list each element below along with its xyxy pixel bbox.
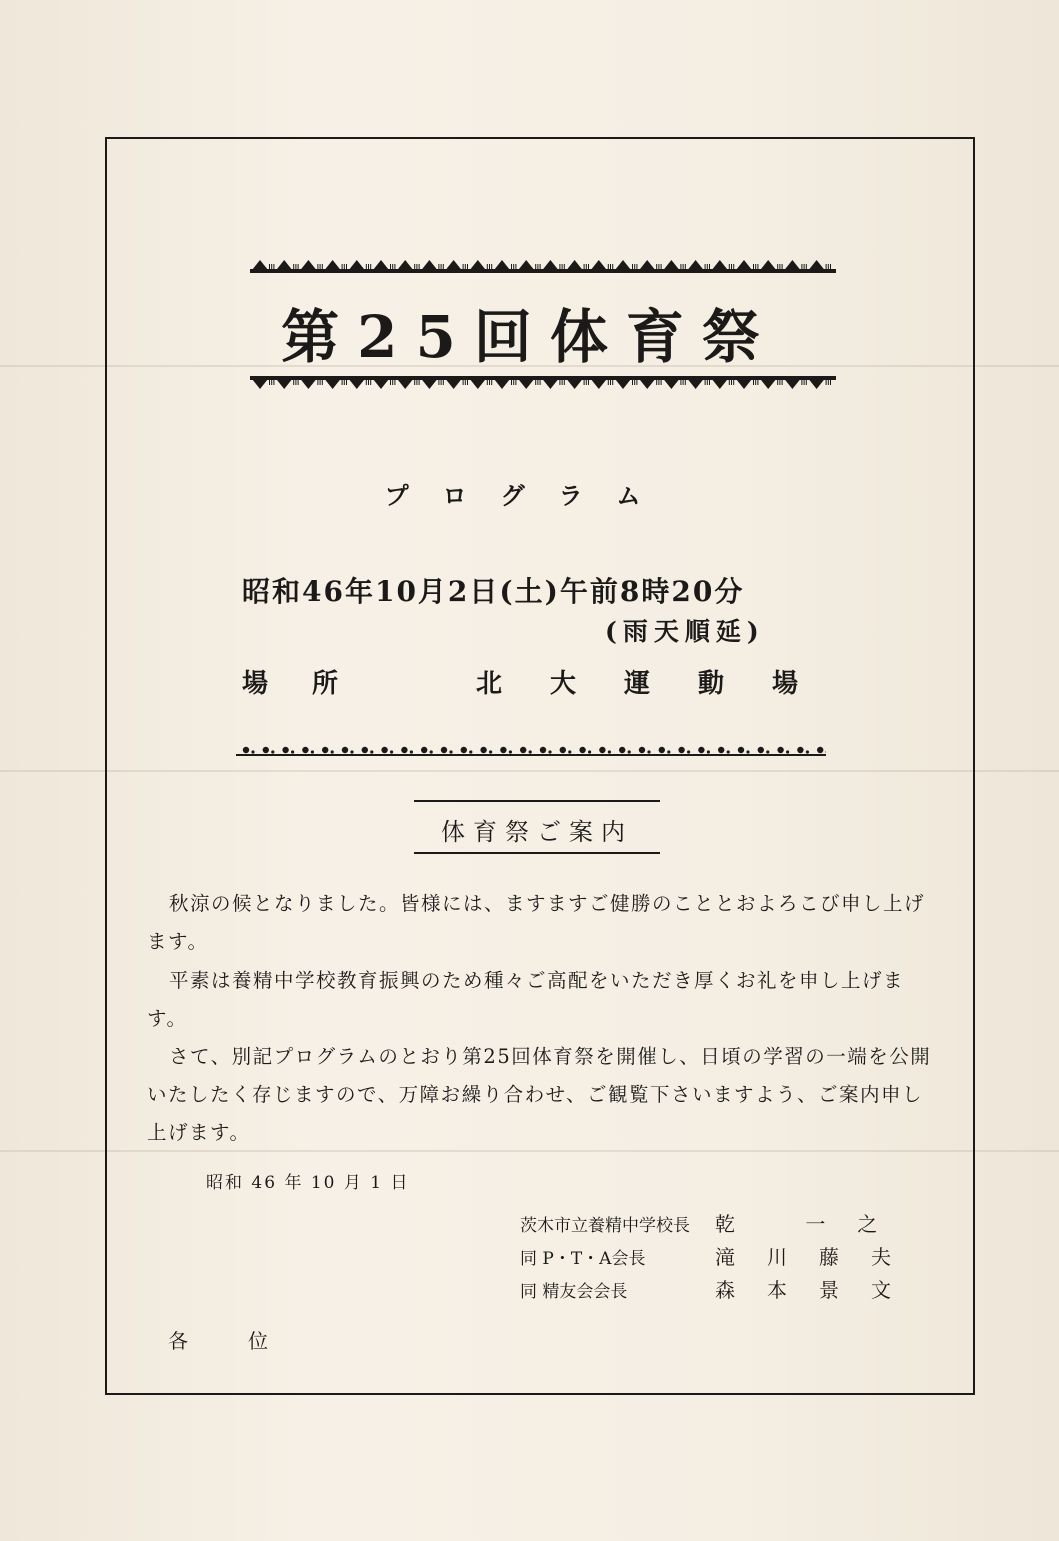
ornament-flower [560, 747, 566, 753]
ornament-triangle [349, 260, 365, 270]
signatory-name: 乾 一之 [715, 1212, 910, 1236]
ornament-flower [817, 747, 823, 753]
flower-divider [236, 744, 826, 758]
ornament-flower [322, 747, 328, 753]
ornament-triangle [252, 260, 268, 270]
ornament-triangle [736, 379, 752, 389]
ornament-triangle [809, 260, 825, 270]
thanks-paragraph [147, 962, 937, 1038]
ornament-triangle [325, 260, 341, 270]
ornament-triangle [639, 260, 655, 270]
ornament-triangle [494, 379, 510, 389]
signatory-role: 茨木市立養精中学校長 [520, 1216, 690, 1236]
place-value: 北大運動場 [476, 669, 847, 699]
thanks-text: 平素は養精中学校教育振興のため種々ご高配をいただき厚くお礼を申し上げます。 [147, 969, 905, 1030]
ornament-triangle [373, 260, 389, 270]
ornament-flower [758, 747, 764, 753]
ornament-triangle [809, 379, 825, 389]
place-label: 場所 [242, 669, 383, 699]
ornament-triangle [784, 260, 800, 270]
signatory-role: 同 精友会会長 [520, 1282, 628, 1302]
ornament-triangle [325, 379, 341, 389]
ornament-triangle [446, 260, 462, 270]
greeting-paragraph [147, 885, 937, 961]
ornament-flower [342, 747, 348, 753]
greeting-text: 秋涼の候となりました。皆様には、ますますご健勝のこととおよろこび申し上げます。 [147, 892, 926, 953]
event-date: 昭和46年10月2日(土)午前8時20分 [242, 575, 745, 608]
ornament-triangle [397, 260, 413, 270]
ornament-flower [381, 747, 387, 753]
title-ornament-bottom [250, 375, 836, 391]
ornament-triangle [300, 379, 316, 389]
ornament-flower [619, 747, 625, 753]
ornament-flower [698, 747, 704, 753]
ornament-flower [579, 747, 585, 753]
ornament-triangle [663, 260, 679, 270]
ornament-triangle [712, 379, 728, 389]
ornament-flower [520, 747, 526, 753]
ornament-flower [302, 747, 308, 753]
ornament-triangle [252, 379, 268, 389]
ornament-triangle [518, 260, 534, 270]
ornament-triangle [663, 379, 679, 389]
ornament-triangle [470, 379, 486, 389]
letter-date: 昭和 46 年 10 月 1 日 [206, 1173, 410, 1193]
ornament-flower [243, 747, 249, 753]
ornament-triangle [397, 379, 413, 389]
ornament-triangle [421, 379, 437, 389]
ornament-triangle [615, 260, 631, 270]
ornament-triangle [688, 379, 704, 389]
ornament-triangle [760, 260, 776, 270]
signatory-name: 森本景文 [715, 1278, 923, 1302]
ornament-flower [441, 747, 447, 753]
program-heading: プログラム [384, 481, 675, 510]
ornament-triangle [470, 260, 486, 270]
ornament-flower [797, 747, 803, 753]
ornament-triangle [567, 260, 583, 270]
ornament-flower [738, 747, 744, 753]
ornament-triangle [736, 260, 752, 270]
ornament-triangle [276, 260, 292, 270]
ornament-triangle [760, 379, 776, 389]
signatory-pta [520, 1241, 923, 1270]
signatory-alumni [520, 1274, 923, 1303]
ornament-triangle [591, 379, 607, 389]
ornament-flower [480, 747, 486, 753]
ornament-triangle [300, 260, 316, 270]
guide-title: 体育祭ご案内 [441, 818, 633, 846]
ornament-flower [263, 747, 269, 753]
ornament-triangle [446, 379, 462, 389]
ornament-triangle [688, 260, 704, 270]
ornament-flower [599, 747, 605, 753]
event-title: 第25回体育祭 [281, 303, 778, 371]
ornament-triangle [567, 379, 583, 389]
signatory-name: 滝川藤夫 [715, 1245, 923, 1269]
title-ornament-top [250, 258, 836, 274]
ornament-flower [540, 747, 546, 753]
ornament-triangle [542, 260, 558, 270]
ornament-flower [639, 747, 645, 753]
invitation-paragraph [147, 1038, 937, 1152]
addressee: 各位 [168, 1329, 328, 1353]
ornament-triangle [349, 379, 365, 389]
ornament-flower [421, 747, 427, 753]
ornament-triangle [712, 260, 728, 270]
ornament-triangle [784, 379, 800, 389]
ornament-triangle [373, 379, 389, 389]
ornament-flower [282, 747, 288, 753]
ornament-flower [461, 747, 467, 753]
ornament-triangle [421, 260, 437, 270]
ornament-flower [678, 747, 684, 753]
rain-postponement-note: (雨天順延) [605, 617, 765, 646]
signatory-principal [520, 1208, 909, 1237]
ornament-triangle [518, 379, 534, 389]
signatory-role: 同 P・T・A会長 [520, 1249, 646, 1269]
ornament-triangle [615, 379, 631, 389]
ornament-triangle [276, 379, 292, 389]
ornament-flower [718, 747, 724, 753]
ornament-flower [500, 747, 506, 753]
ornament-triangle [542, 379, 558, 389]
ornament-flower [401, 747, 407, 753]
ornament-flower [777, 747, 783, 753]
guide-title-box [414, 800, 660, 854]
ornament-triangle [639, 379, 655, 389]
ornament-triangle [494, 260, 510, 270]
ornament-flower [362, 747, 368, 753]
ornament-flower [659, 747, 665, 753]
ornament-triangle [591, 260, 607, 270]
invitation-text: さて、別記プログラムのとおり第25回体育祭を開催し、日頃の学習の一端を公開いたしたく存じますので、万障お繰り合わせ、ご観覧下さいますよう、ご案内申し上げます。 [147, 1045, 932, 1144]
